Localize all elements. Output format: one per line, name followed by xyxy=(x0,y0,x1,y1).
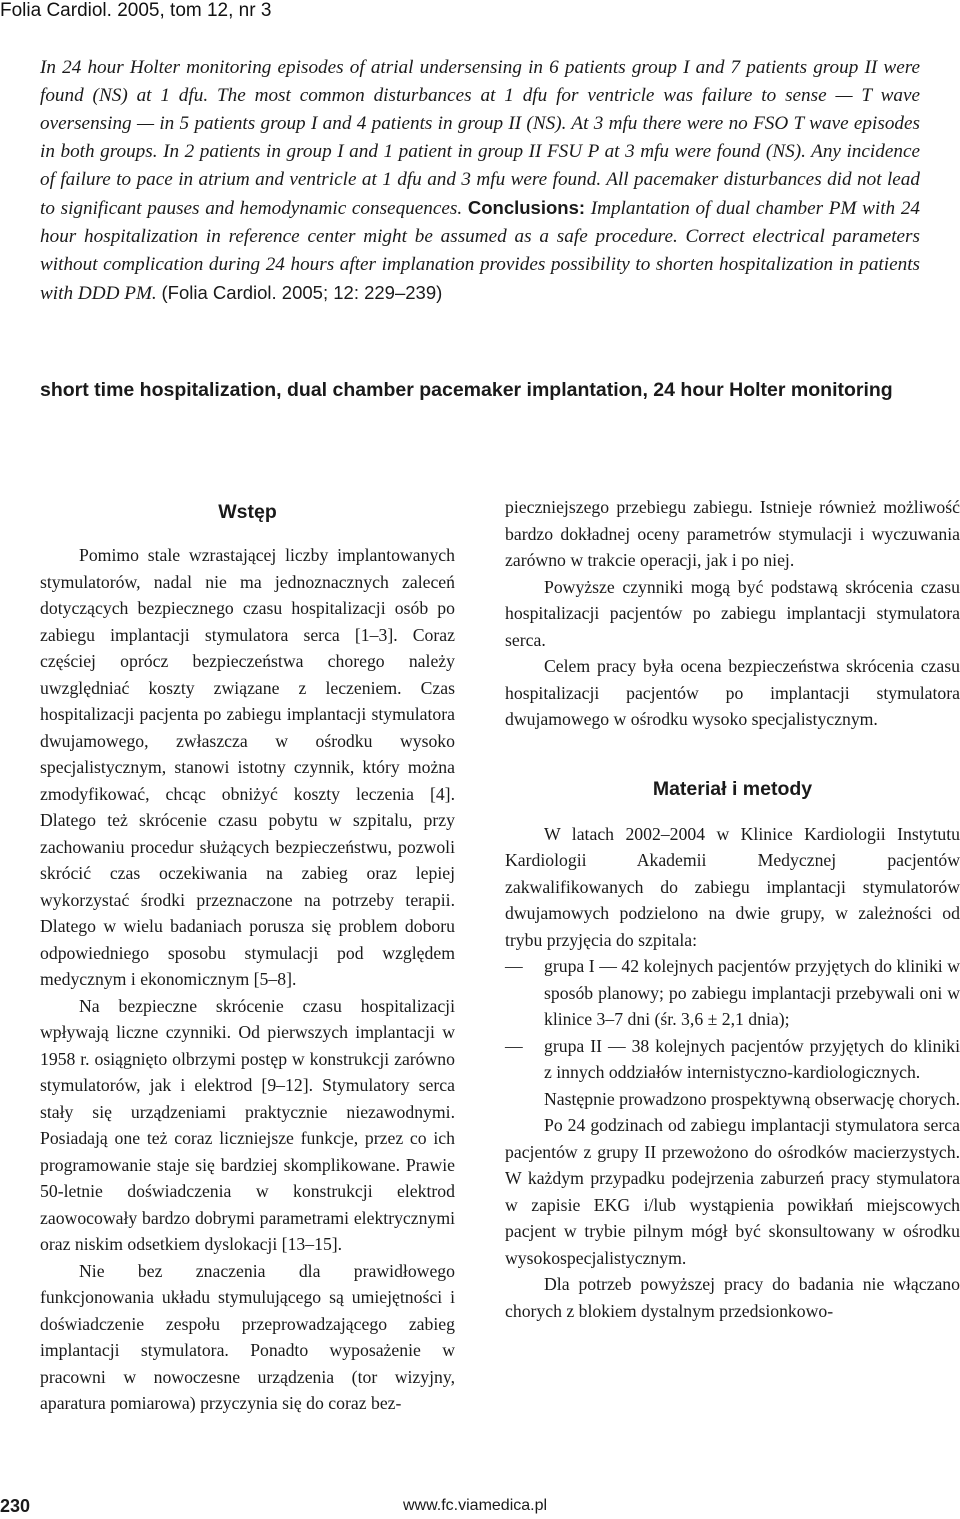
page-number: 230 xyxy=(0,1496,31,1516)
right-column xyxy=(505,494,960,1324)
section-heading-introduction: Wstęp xyxy=(218,501,277,523)
paragraph: Dla potrzeb powyższej pracy do badania nie włączano chorych z blokiem dystalnym przedsionkowo- xyxy=(505,1274,960,1321)
paragraph: Pomimo stale wzrastającej liczby implantowanych stymulatorów, nadal nie ma jednoznacznych zaleceń dotyczących bezpiecznego czasu hospitalizacji osób po zabiegu implantacji stymulatora serca [1–3]. Coraz częściej oprócz bezpieczeństwa chorego należy uwzględniać koszty związane z leczeniem. Czas hospitalizacji pacjenta po zabiegu implantacji stymulatora dwujamowego, zwłaszcza w ośrodku wysoko specjalistycznym, stanowi istotny czynnik, który można zmodyfikować, chcąc obniżyć koszty leczenia [4]. Dlatego też skrócenie czasu pobytu w szpitalu, przy zachowaniu procedur służących bezpieczeństwu, pozwoli skrócić czas oczekiwania na zabieg oraz lepiej wykorzystać środki przeznaczone na potrzeby terapii. Dlatego w wielu badaniach porusza się problem doboru odpowiedniego sposobu stymulacji pod względem medycznym i ekonomicznym [5–8]. xyxy=(40,545,455,989)
conclusions-label: Conclusions: xyxy=(467,197,586,218)
paragraph: Następnie prowadzono prospektywną obserwację chorych. xyxy=(544,1088,960,1109)
group-list xyxy=(505,953,960,1086)
left-column xyxy=(40,494,455,1417)
abstract-conclusions: Implantation of dual chamber PM with 24 hour hospitalization in reference center might be assumed as a safe procedure. Correct electrical parameters without complication during 24 hours after implanation provides possibility to shorten hospitalization in patients with DDD PM. xyxy=(40,198,921,304)
abstract-citation: (Folia Cardiol. 2005; 12: 229–239) xyxy=(161,282,443,303)
journal-url: www.fc.viamedica.pl xyxy=(403,1497,548,1514)
paragraph: Na bezpieczne skrócenie czasu hospitalizacji wpływają liczne czynniki. Od pierwszych implantacji w 1958 r. osiągnięto olbrzymi postęp w konstrukcji zarówno stymulatorów, jak i elektrod [9–12]. Stymulatory serca stały się urządzeniami praktycznie niezawodnymi. Posiadają one też coraz liczniejsze funkcje, przez co ich programowanie staje się bardziej skomplikowane. Prawie 50-letnie doświadczenia w konstrukcji elektrod zaowocowały bardzo dobrymi parametrami elektrycznymi oraz niskim odsetkiem dyslokacji [13–15]. xyxy=(40,995,455,1254)
dash-bullet: — xyxy=(505,1035,523,1056)
list-item xyxy=(505,953,960,1033)
paragraph: Celem pracy była ocena bezpieczeństwa skrócenia czasu hospitalizacji pacjentów po implantacji stymulatora dwujamowego w ośrodku wysoko specjalistycznym. xyxy=(505,656,960,729)
abstract xyxy=(40,54,920,308)
paragraph: Powyższe czynniki mogą być podstawą skrócenia czasu hospitalizacji pacjentów po zabiegu implantacji stymulatora serca. xyxy=(505,576,960,650)
section-heading-methods: Materiał i metody xyxy=(652,777,813,800)
list-item xyxy=(505,1033,960,1086)
paragraph: W latach 2002–2004 w Klinice Kardiologii Instytutu Kardiologii Akademii Medycznej pacjentów zakwalifikowanych do zabiegu implantacji stymulatorów dwujamowych podzielono na dwie grupy, w zależności od trybu przyjęcia do szpitala: xyxy=(505,823,960,950)
abstract-results: In 24 hour Holter monitoring episodes of atrial undersensing in 6 patients group I and 7 patients group II were found (NS) at 1 dfu. The most common disturbances at 1 dfu for ventricle was failure to sense — T wave oversensing — in 5 patients group I and 4 patients in group II (NS). At 3 mfu there were no FSO T wave episodes in both groups. In 2 patients in group I and 1 patient in group II FSU P at 3 mfu were found (NS). Any incidence of failure to pace in atrium and ventricle at 1 dfu and 3 mfu were found. All pacemaker disturbances did not lead to significant pauses and hemodynamic consequences. xyxy=(40,57,920,219)
journal-header: Folia Cardiol. 2005, tom 12, nr 3 xyxy=(0,0,272,21)
keywords: short time hospitalization, dual chamber pacemaker implantation, 24 hour Holter monitoring xyxy=(40,379,893,401)
paragraph: pieczniejszego przebiegu zabiegu. Istnieje również możliwość bardzo dokładnej oceny parametrów stymulacji i wyczuwania zarówno w trakcie operacji, jak i po niej. xyxy=(505,497,960,570)
list-item-text: grupa II — 38 kolejnych pacjentów przyjętych do kliniki z innych oddziałów internistyczno-kardiologicznych. xyxy=(544,1035,960,1082)
list-item-text: grupa I — 42 kolejnych pacjentów przyjętych do kliniki w sposób planowy; po zabiegu implantacji przebywali oni w klinice 3–7 dni (śr. 3,6 ± 2,1 dnia); xyxy=(544,956,960,1029)
paragraph: Nie bez znaczenia dla prawidłowego funkcjonowania układu stymulującego są umiejętności i doświadczenie zespołu przeprowadzającego zabieg implantacji stymulatora. Ponadto wyposażenie w pracowni w nowoczesne urządzenia (tor wizyjny, aparatura pomiarowa) przyczynia się do coraz bez- xyxy=(40,1260,455,1413)
paragraph: Po 24 godzinach od zabiegu implantacji stymulatora serca pacjentów z grupy II przewożono do ośrodków macierzystych. W każdym przypadku podejrzenia zaburzeń pracy stymulatora w zapisie EKG i/lub wystąpienia powikłań miejscowych pacjent w trybie pilnym mógł być skonsultowany w ośrodku wysokospecjalistycznym. xyxy=(505,1115,960,1268)
dash-bullet: — xyxy=(505,956,523,976)
